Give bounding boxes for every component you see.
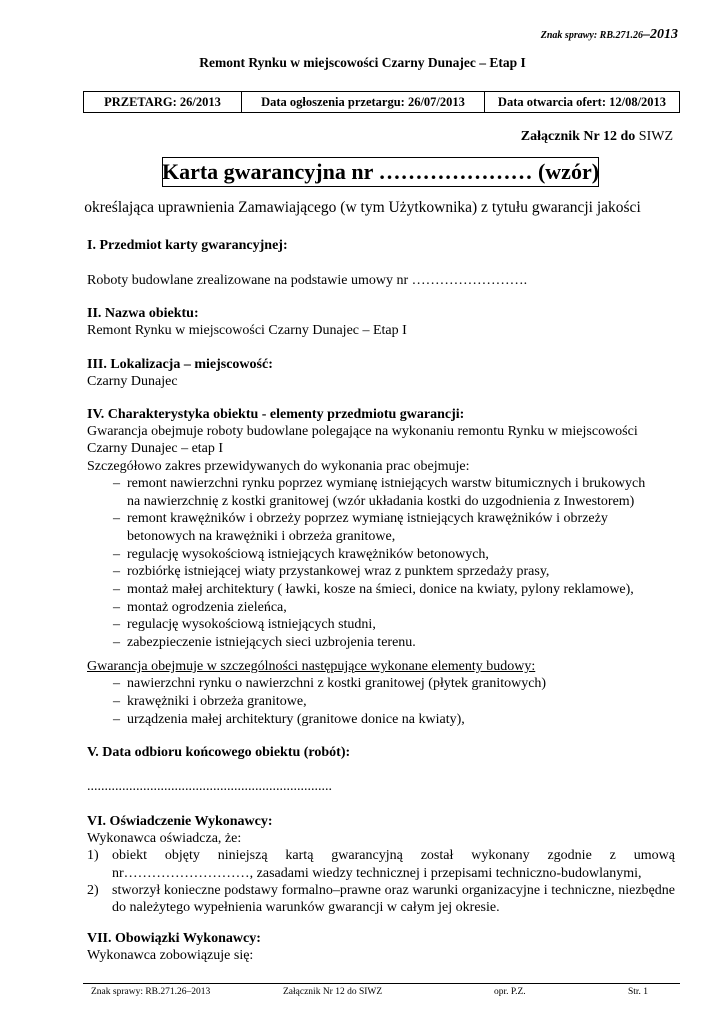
section-7-heading: VII. Obowiązki Wykonawcy:: [87, 931, 261, 946]
section-7: [87, 930, 675, 964]
list-item: – regulację wysokościową istniejących studni,: [113, 617, 376, 633]
tender-info-table: [83, 91, 680, 113]
section-5: [87, 744, 675, 761]
section-1-heading: I. Przedmiot karty gwarancyjnej:: [87, 238, 288, 253]
list-item: – montaż ogrodzenia zieleńca,: [113, 599, 287, 615]
document-title: Karta gwarancyjna nr ………………… (wzór): [162, 157, 599, 187]
attachment-label-rest: SIWZ: [635, 129, 673, 144]
attachment-label: [521, 129, 673, 145]
list-item: – remont krawężników i obrzeży poprzez wymianę istniejących krawężników i obrzeży: [113, 511, 608, 527]
project-title: Remont Rynku w miejscowości Czarny Dunajec – Etap I: [199, 55, 526, 70]
section-3-text: Czarny Dunajec: [87, 374, 178, 390]
section-3-heading: III. Lokalizacja – miejscowość:: [87, 357, 273, 372]
tender-number: PRZETARG: 26/2013: [84, 92, 242, 112]
section-1-body: [87, 272, 675, 289]
document-subtitle: określająca uprawnienia Zamawiającego (w tym Użytkownika) z tytułu gwarancji jakości: [84, 199, 641, 216]
guarantee-list: [87, 675, 675, 728]
section-5-heading: V. Data odbioru końcowego obiektu (robót):: [87, 745, 351, 760]
page-number: Str. 1: [628, 987, 649, 997]
list-item: 2) stworzył konieczne podstawy formalno–prawne oraz warunki organizacyjne i techniczne, niezbędne do należytego wypełnienia warunków gwarancji w całym jej okresie.: [87, 882, 675, 916]
section-6-intro: Wykonawca oświadcza, że:: [87, 831, 242, 847]
section-4-intro-line1: Gwarancja obejmuje roboty budowlane polegające na wykonaniu remontu Rynku w miejscowości: [87, 424, 638, 440]
section-4-intro-line3: Szczegółowo zakres przewidywanych do wykonania prac obejmuje:: [87, 458, 470, 474]
section-7-intro: Wykonawca zobowiązuje się:: [87, 948, 254, 964]
list-item: – rozbiórkę istniejącej wiaty przystankowej wraz z punktem sprzedaży prasy,: [113, 564, 550, 580]
list-item: – urządzenia małej architektury (granitowe donice na kwiaty),: [113, 711, 465, 727]
list-item: – nawierzchni rynku o nawierzchni z kostki granitowej (płytek granitowych): [113, 676, 547, 692]
section-1-text: Roboty budowlane zrealizowane na podstawie umowy nr …………………….: [87, 273, 528, 288]
footer-prepared-by: opr. P.Z.: [494, 987, 526, 997]
list-item: – zabezpieczenie istniejących sieci uzbrojenia terenu.: [113, 635, 416, 651]
case-reference-prefix: Znak sprawy: RB.271.26: [540, 30, 643, 41]
list-item: – montaż małej architektury ( ławki, kosze na śmieci, donice na kwiaty, pylony reklamowe),: [113, 582, 634, 598]
section-3: [87, 356, 675, 390]
section-4-intro-line2: Czarny Dunajec – etap I: [87, 441, 224, 457]
footer-divider: [83, 983, 680, 984]
case-reference-year: –2013: [643, 27, 678, 42]
case-reference: [541, 27, 678, 43]
footer-attachment: Załącznik Nr 12 do SIWZ: [283, 987, 383, 997]
section-4: [87, 406, 675, 652]
section-2-heading: II. Nazwa obiektu:: [87, 306, 199, 321]
section-2: [87, 305, 675, 339]
section-1: [87, 237, 675, 254]
section-4-heading: IV. Charakterystyka obiektu - elementy przedmiotu gwarancji:: [87, 407, 465, 422]
list-item-continuation: na nawierzchnię z kostki granitowej (wzór układania kostki do uzgodnienia z Inwestorem): [127, 493, 635, 509]
list-item-continuation: betonowych na krawężniki i obrzeża granitowe,: [127, 528, 396, 544]
section-2-text: Remont Rynku w miejscowości Czarny Dunajec – Etap I: [87, 323, 407, 339]
list-item: 1) obiekt objęty niniejszą kartą gwarancyjną został wykonany zgodnie z umową nr………………………, zasadami wiedzy technicznej i przepisami techniczno-budowlanymi,: [87, 848, 675, 881]
section-6: [87, 813, 675, 916]
list-item: – remont nawierzchni rynku poprzez wymianę istniejących warstw bitumicznych i brukowych: [113, 475, 646, 491]
section-6-heading: VI. Oświadczenie Wykonawcy:: [87, 814, 273, 829]
opening-date: Data otwarcia ofert: 12/08/2013: [497, 94, 667, 109]
guarantee-elements-heading: Gwarancja obejmuje w szczególności następujące wykonane elementy budowy:: [87, 659, 536, 674]
guarantee-elements: [87, 658, 675, 728]
list-item: – krawężniki i obrzeża granitowe,: [113, 693, 307, 709]
completion-date-field: ......................................................................: [87, 779, 332, 794]
section-5-body: [87, 778, 675, 795]
scope-list: [87, 475, 675, 652]
attachment-label-bold: Załącznik Nr 12 do: [520, 129, 636, 144]
announcement-date: Data ogłoszenia przetargu: 26/07/2013: [242, 92, 485, 112]
declaration-list: [87, 847, 675, 916]
footer-reference: Znak sprawy: RB.271.26–2013: [91, 987, 211, 997]
list-item: – regulację wysokościową istniejących krawężników betonowych,: [113, 546, 489, 562]
